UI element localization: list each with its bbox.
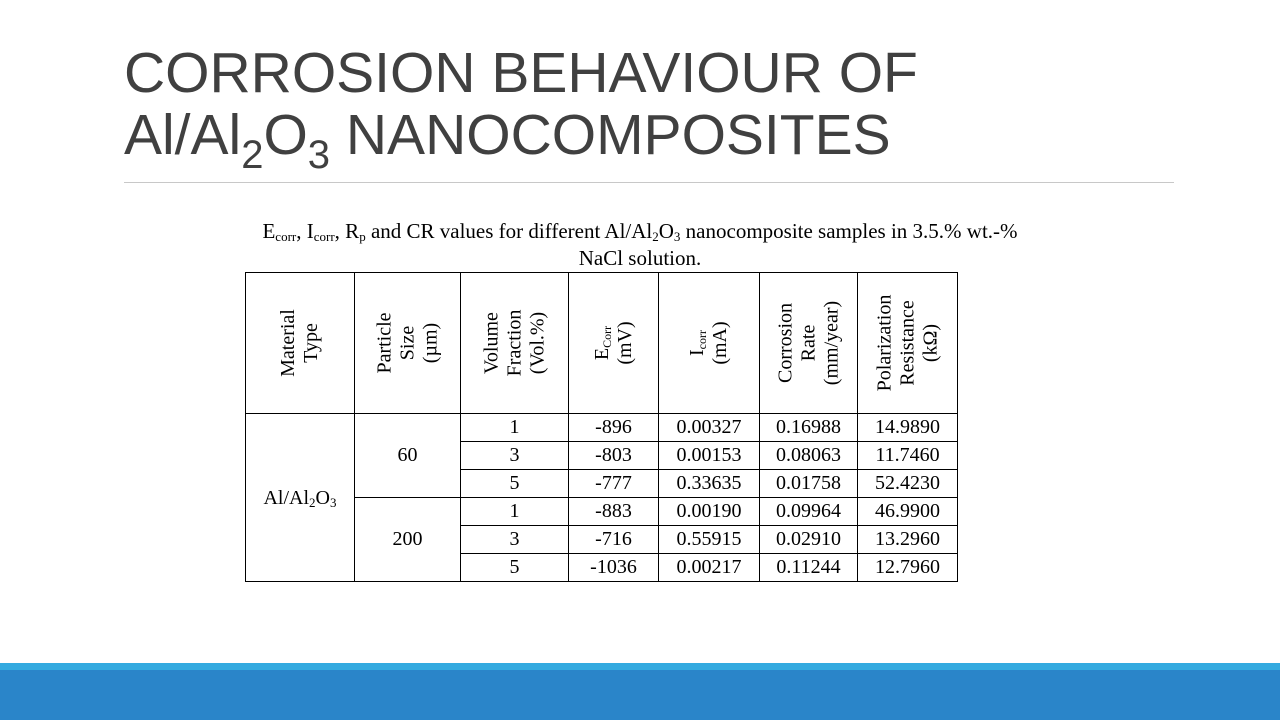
caption-text: and CR values for different Al/Al [365, 219, 653, 243]
icorr-cell: 0.33635 [659, 470, 760, 498]
title-divider [124, 182, 1174, 183]
caption-text: , R [334, 219, 360, 243]
header-icorr [659, 273, 760, 414]
volume-cell: 5 [461, 554, 569, 582]
header-text: Volume [480, 312, 502, 374]
header-text: Rate [797, 324, 819, 362]
header-particle-size [355, 273, 461, 414]
resistance-cell: 52.4230 [858, 470, 958, 498]
caption-subscript: p [359, 229, 366, 244]
slide-title [124, 41, 1184, 177]
header-text: Fraction [503, 309, 525, 377]
rate-cell: 0.11244 [760, 554, 858, 582]
header-text: Resistance [896, 300, 918, 386]
resistance-cell: 11.7460 [858, 442, 958, 470]
header-text: Corrosion [774, 303, 796, 383]
header-text: (Vol.%) [526, 311, 548, 375]
header-text: (mA) [709, 321, 731, 365]
caption-subscript: corr [275, 229, 297, 244]
header-text [686, 321, 709, 364]
header-text: Type [300, 323, 322, 363]
header-text: I [686, 349, 708, 357]
caption-subscript: corr [313, 229, 335, 244]
icorr-cell: 0.00153 [659, 442, 760, 470]
header-text: (mV) [613, 321, 636, 365]
cell-subscript: 2 [309, 494, 316, 510]
corrosion-data-table [245, 272, 958, 582]
rate-cell: 0.09964 [760, 498, 858, 526]
resistance-cell: 14.9890 [858, 414, 958, 442]
title-line-2 [124, 103, 891, 177]
title-text: O [263, 103, 308, 167]
header-polarization-resistance [858, 273, 958, 414]
table-header-row [246, 273, 958, 414]
caption-text: E [262, 219, 276, 243]
caption-subscript: 3 [673, 229, 681, 244]
ecorr-cell: -716 [569, 526, 659, 554]
caption-text: , I [296, 219, 314, 243]
caption-text: NaCl solution. [578, 246, 702, 270]
icorr-cell: 0.00327 [659, 414, 760, 442]
volume-cell: 3 [461, 526, 569, 554]
icorr-cell: 0.55915 [659, 526, 760, 554]
header-text: Material [277, 309, 299, 377]
ecorr-cell: -777 [569, 470, 659, 498]
ecorr-cell: -883 [569, 498, 659, 526]
icorr-cell: 0.00217 [659, 554, 760, 582]
volume-cell: 1 [461, 414, 569, 442]
title-text: NANOCOMPOSITES [330, 103, 891, 167]
particle-size-cell: 200 [355, 498, 461, 582]
table-caption [190, 218, 1090, 272]
header-text: (mm/year) [820, 300, 842, 386]
cell-text: O [315, 486, 330, 509]
cell-text: Al/Al [263, 486, 310, 509]
header-text: E [590, 347, 613, 361]
header-subscript: corr [695, 330, 709, 350]
title-text: Al/Al [124, 103, 242, 167]
header-material-type [246, 273, 355, 414]
ecorr-cell: -803 [569, 442, 659, 470]
header-text: Polarization [873, 294, 895, 392]
rate-cell: 0.02910 [760, 526, 858, 554]
header-text: (kΩ) [919, 323, 941, 363]
header-text [591, 321, 614, 364]
material-type-cell [246, 414, 355, 582]
header-subscript: Corr [599, 325, 614, 348]
header-volume-fraction [461, 273, 569, 414]
icorr-cell: 0.00190 [659, 498, 760, 526]
volume-cell: 5 [461, 470, 569, 498]
ecorr-cell: -896 [569, 414, 659, 442]
caption-text: nanocomposite samples in 3.5.% wt.-% [680, 219, 1018, 243]
header-text: Particle [373, 312, 395, 374]
title-subscript: 2 [241, 133, 264, 177]
cell-subscript: 3 [330, 494, 337, 510]
table-row [246, 414, 958, 442]
header-corrosion-rate [760, 273, 858, 414]
rate-cell: 0.08063 [760, 442, 858, 470]
caption-text: O [658, 219, 674, 243]
header-text: Size [396, 325, 418, 361]
title-line-1: CORROSION BEHAVIOUR OF [124, 41, 918, 105]
particle-size-cell: 60 [355, 414, 461, 498]
caption-subscript: 2 [652, 229, 659, 244]
ecorr-cell: -1036 [569, 554, 659, 582]
header-text: (µm) [419, 322, 441, 364]
resistance-cell: 13.2960 [858, 526, 958, 554]
footer-accent-stripe [0, 663, 1280, 670]
volume-cell: 1 [461, 498, 569, 526]
resistance-cell: 46.9900 [858, 498, 958, 526]
footer-bar [0, 670, 1280, 720]
volume-cell: 3 [461, 442, 569, 470]
rate-cell: 0.01758 [760, 470, 858, 498]
title-subscript: 3 [307, 133, 331, 177]
rate-cell: 0.16988 [760, 414, 858, 442]
resistance-cell: 12.7960 [858, 554, 958, 582]
header-ecorr [569, 273, 659, 414]
